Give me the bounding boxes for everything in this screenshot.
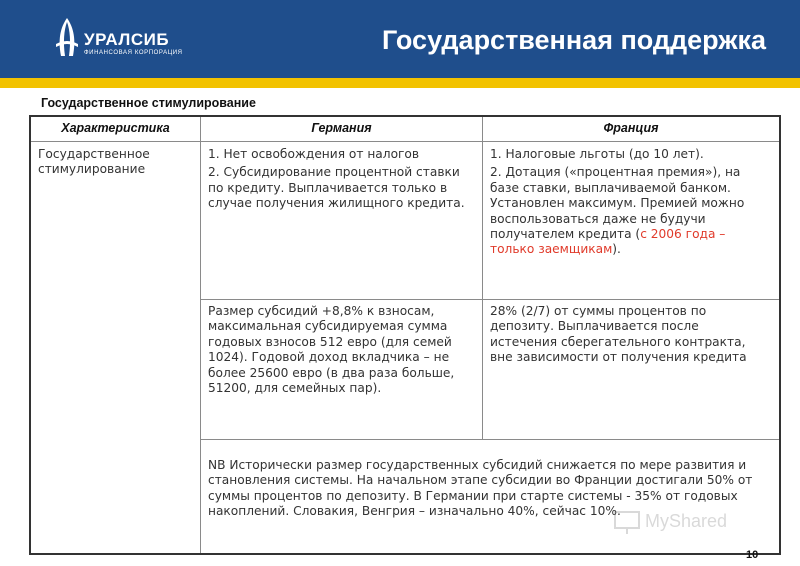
- france-item-1: 1. Налоговые льготы (до 10 лет).: [490, 147, 704, 161]
- header-bar: [0, 0, 800, 78]
- germany-cell-1: [208, 147, 476, 212]
- germany-cell-2: Размер субсидий +8,8% к взносам, максимальная субсидируемая сумма годовых взносов 512 евро (для семей 1024). Годовой доход вкладчика – не более 25600 евро (в два раза больше, 51200, для семейных пар).: [208, 304, 455, 396]
- logo-subtitle: ФИНАНСОВАЯ КОРПОРАЦИЯ: [84, 50, 183, 56]
- column-header-characteristic: Характеристика: [61, 121, 170, 135]
- note-text: NB Исторически размер государственных субсидий снижается по мере развития и становления системы. На начальном этапе субсидии во Франции достигали 50% от суммы процентов по депозиту. В Германии при старте системы - 35% от годовых накоплений. Словакия, Венгрия – изначально 40%, сейчас 10%.: [208, 458, 753, 519]
- presentation-icon: [612, 509, 642, 535]
- row-divider-1: [200, 299, 779, 300]
- comparison-table: [29, 115, 781, 555]
- accent-stripe: [0, 78, 800, 88]
- column-header-germany: Германия: [311, 121, 372, 135]
- france-item-2: [490, 165, 766, 257]
- france-cell-2: 28% (2/7) от суммы процентов по депозиту. Выплачивается после истечения сберегательного контракта, вне зависимости от получения кредита: [490, 304, 747, 365]
- column-divider-2: [482, 117, 483, 439]
- row-label: Государственное стимулирование: [38, 147, 150, 177]
- row-divider-2: [200, 439, 779, 440]
- germany-item-2: 2. Субсидирование процентной ставки по кредиту. Выплачивается только в случае получения жилищного кредита.: [208, 165, 465, 211]
- uralsib-logo: [52, 16, 202, 62]
- page-title: Государственная поддержка: [381, 25, 766, 55]
- france-cell-1: [490, 147, 766, 258]
- logo-emblem-icon: [52, 16, 82, 62]
- page-number: 10: [746, 549, 759, 561]
- germany-item-1: 1. Нет освобождения от налогов: [208, 147, 420, 161]
- france-item-2-text: 2. Дотация («процентная премия»), на базе ставки, выплачиваемой банком. Установлен максимум. Премией можно воспользоваться даже не будучи получателем кредита (: [490, 165, 745, 242]
- column-divider-1: [200, 117, 201, 553]
- column-header-france: Франция: [603, 121, 659, 135]
- watermark: [612, 509, 764, 535]
- watermark-text: MyShared: [645, 511, 728, 531]
- section-subtitle: Государственное стимулирование: [41, 96, 256, 110]
- france-item-2-highlight: с 2006 года – только заемщикам: [490, 227, 726, 257]
- france-item-2-end: ).: [612, 242, 621, 257]
- header-divider: [31, 141, 779, 142]
- logo-name: УРАЛСИБ: [84, 30, 170, 49]
